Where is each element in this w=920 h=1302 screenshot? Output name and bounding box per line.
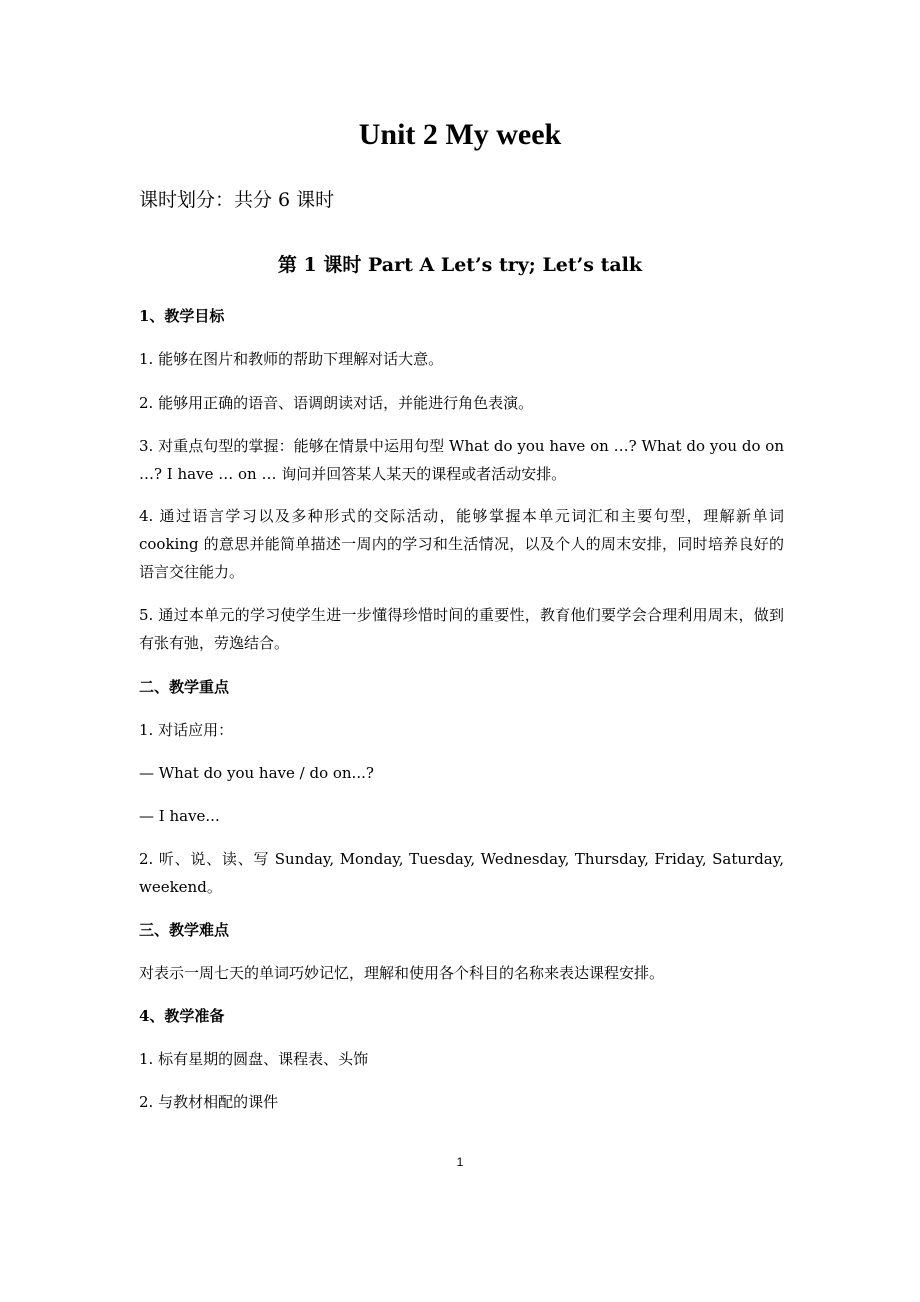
- key-point-item: 1. 对话应用：: [139, 721, 234, 739]
- section-heading-key-points: 二、教学重点: [139, 678, 230, 696]
- objective-item: 3. 对重点句型的掌握：能够在情景中运用句型 What do you have on …? What do you do on …? I have … on … 询问并回答某人某天的课程或者活动安排。: [139, 437, 784, 483]
- page-number: 1: [456, 1155, 464, 1169]
- key-point-item: — What do you have / do on...?: [139, 764, 374, 782]
- lesson-title: 第 1 课时 Part A Let’s try; Let’s talk: [277, 254, 643, 276]
- objective-item: 2. 能够用正确的语音、语调朗读对话，并能进行角色表演。: [139, 394, 534, 412]
- page-title: Unit 2 My week: [358, 118, 562, 151]
- section-heading-preparation: 4、教学准备: [139, 1007, 225, 1025]
- objective-item: 4. 通过语言学习以及多种形式的交际活动，能够掌握本单元词汇和主要句型，理解新单词 cooking 的意思并能简单描述一周内的学习和生活情况，以及个人的周末安排，同时培养良好的语言交往能力。: [139, 507, 784, 581]
- section-heading-difficulties: 三、教学难点: [139, 921, 230, 939]
- section-heading-objectives: 1、教学目标: [139, 307, 225, 325]
- key-point-item: 2. 听、说、读、写 Sunday, Monday, Tuesday, Wednesday, Thursday, Friday, Saturday, weekend。: [139, 850, 784, 896]
- preparation-item: 1. 标有星期的圆盘、课程表、头饰: [139, 1050, 369, 1068]
- preparation-item: 2. 与教材相配的课件: [139, 1093, 279, 1111]
- objective-item: 5. 通过本单元的学习使学生进一步懂得珍惜时间的重要性，教育他们要学会合理利用周末，做到有张有弛，劳逸结合。: [139, 606, 784, 652]
- objective-item: 1. 能够在图片和教师的帮助下理解对话大意。: [139, 350, 444, 368]
- key-point-item: — I have...: [139, 807, 220, 825]
- schedule-note: 课时划分：共分 6 课时: [139, 189, 335, 211]
- difficulty-text: 对表示一周七天的单词巧妙记忆，理解和使用各个科目的名称来表达课程安排。: [139, 964, 665, 982]
